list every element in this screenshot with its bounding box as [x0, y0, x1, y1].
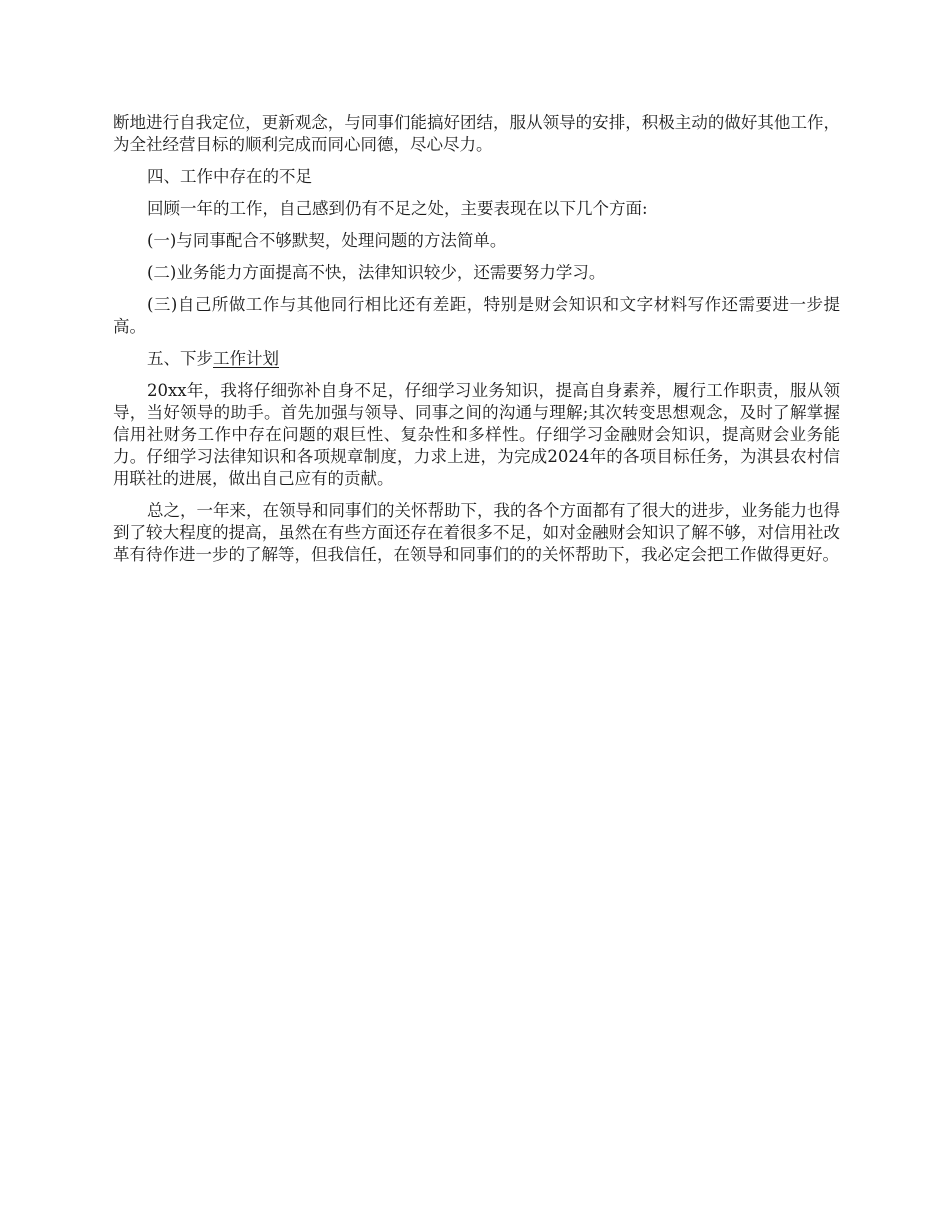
- list-item-2: (二)业务能力方面提高不快，法律知识较少，还需要努力学习。: [147, 263, 606, 282]
- list-item-1: (一)与同事配合不够默契，处理问题的方法简单。: [147, 231, 507, 250]
- paragraph-continued: 断地进行自我定位，更新观念，与同事们能搞好团结，服从领导的安排，积极主动的做好其他工作，为全社经营目标的顺利完成而同心同德，尽心尽力。: [113, 113, 840, 154]
- paragraph-plan: 20xx年，我将仔细弥补自身不足，仔细学习业务知识，提高自身素养，履行工作职责，服从领导，当好领导的助手。首先加强与领导、同事之间的沟通与理解;其次转变思想观念，及时了解掌握信用社财务工作中存在问题的艰巨性、复杂性和多样性。仔细学习金融财会知识，提高财会业务能力。仔细学习法律知识和各项规章制度，力求上进，为完成2024年的各项目标任务，为淇县农村信用联社的进展，做出自己应有的贡献。: [113, 381, 840, 488]
- work-plan-link[interactable]: 工作计划: [213, 349, 279, 368]
- section-heading-5: [113, 348, 840, 370]
- section-heading-4: 四、工作中存在的不足: [147, 167, 312, 186]
- paragraph-review: 回顾一年的工作，自己感到仍有不足之处，主要表现在以下几个方面:: [147, 199, 648, 218]
- list-item-3: (三)自己所做工作与其他同行相比还有差距，特别是财会知识和文字材料写作还需要进一步提高。: [113, 295, 840, 336]
- document-body: [113, 112, 840, 576]
- paragraph-summary: 总之，一年来，在领导和同事们的关怀帮助下，我的各个方面都有了很大的进步，业务能力也得到了较大程度的提高，虽然在有些方面还存在着很多不足，如对金融财会知识了解不够，对信用社改革有待作进一步的了解等，但我信任，在领导和同事们的的关怀帮助下，我必定会把工作做得更好。: [113, 501, 840, 564]
- heading-prefix: 五、下步: [147, 349, 213, 368]
